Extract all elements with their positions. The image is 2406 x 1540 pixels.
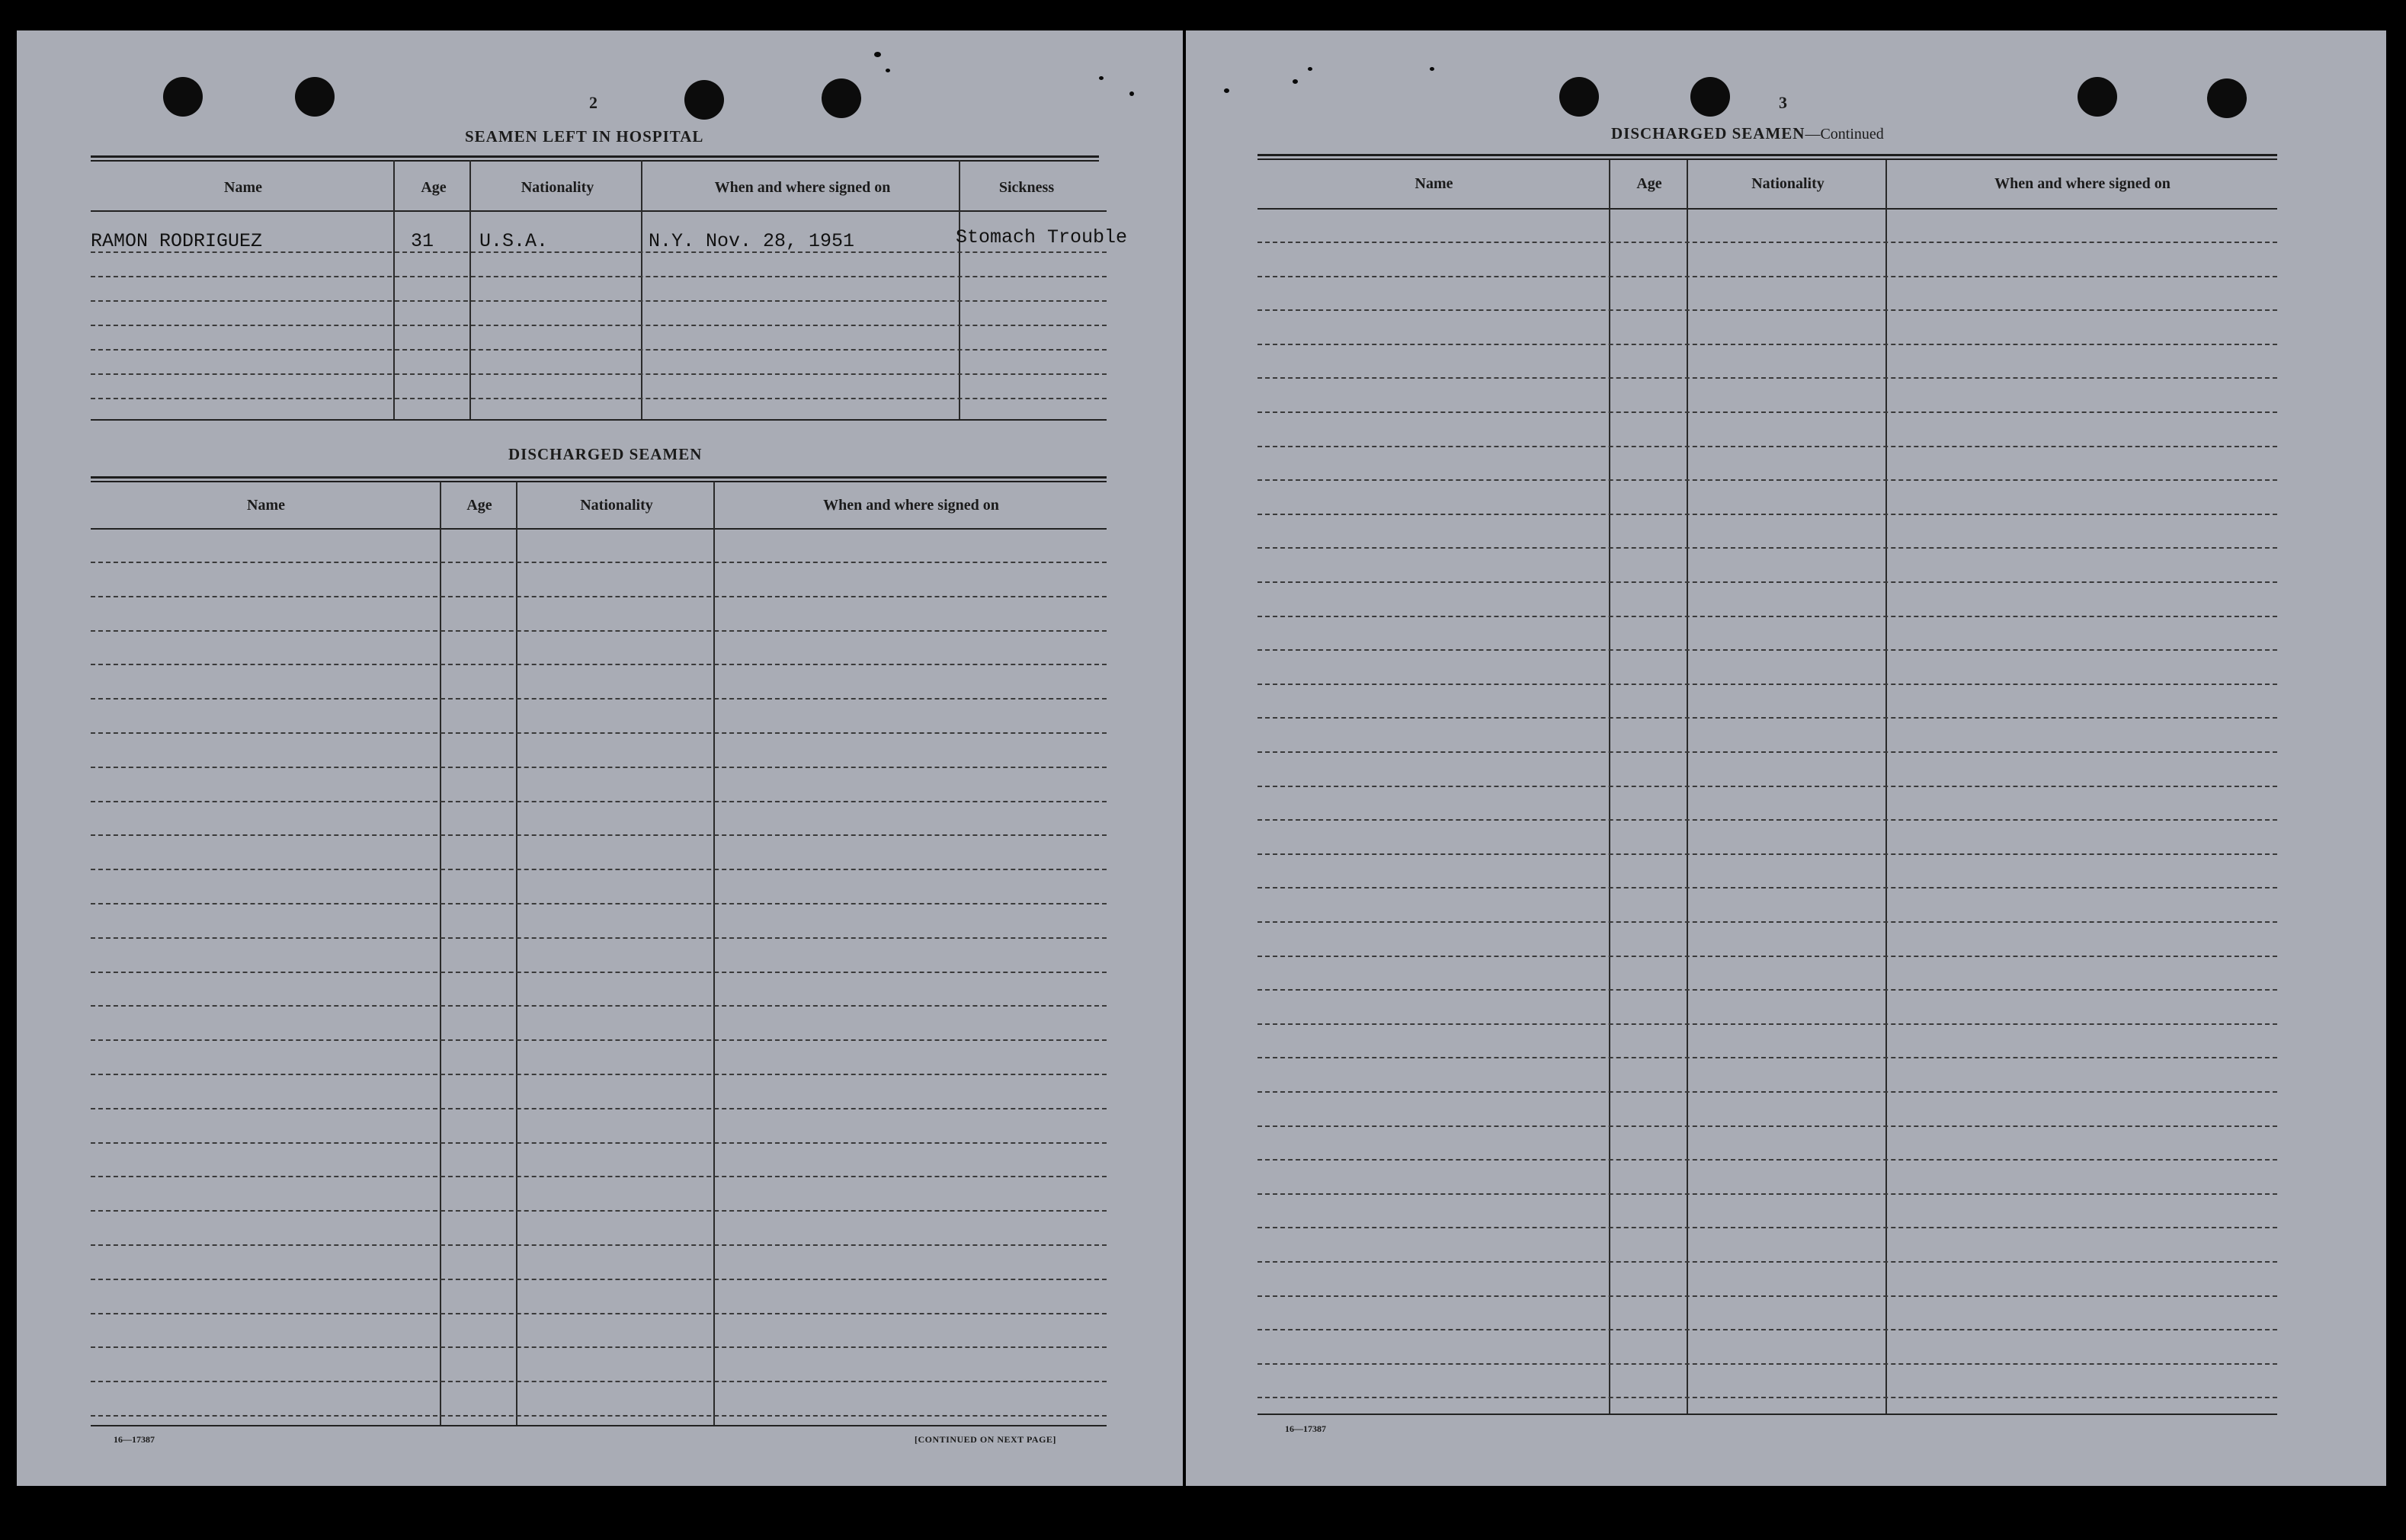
column-divider: [713, 482, 715, 1425]
row-line: [91, 698, 1107, 700]
row-line: [91, 1142, 1107, 1144]
page-number: 3: [1779, 93, 1787, 112]
column-divider: [393, 160, 395, 421]
row-line: [1257, 786, 2277, 787]
row-line: [91, 903, 1107, 904]
left-page: [17, 30, 1183, 1486]
header-underline: [91, 210, 1107, 212]
row-line: [1257, 1329, 2277, 1330]
row-line: [1257, 751, 2277, 753]
row-line: [91, 1381, 1107, 1382]
row-line: [1257, 479, 2277, 481]
column-divider: [469, 160, 471, 421]
row-line: [1257, 956, 2277, 957]
row-line: [91, 1415, 1107, 1417]
binder-hole: [295, 77, 335, 117]
column-header-signed-on: When and where signed on: [1994, 175, 2171, 192]
row-line: [1257, 547, 2277, 549]
row-line: [1257, 819, 2277, 821]
ink-speck: [1099, 76, 1104, 80]
row-line: [1257, 921, 2277, 923]
row-line: [91, 834, 1107, 836]
header-underline: [91, 528, 1107, 530]
row-line: [91, 349, 1107, 351]
binder-hole: [1559, 77, 1599, 117]
double-rule: [1257, 154, 2277, 160]
row-line: [91, 1039, 1107, 1041]
row-line: [1257, 581, 2277, 583]
double-rule: [91, 476, 1107, 482]
row-line: [91, 562, 1107, 563]
hospital-row-sickness: Stomach Trouble: [956, 226, 1128, 248]
row-line: [91, 972, 1107, 973]
row-line: [1257, 684, 2277, 685]
ink-speck: [874, 52, 881, 57]
row-line: [91, 300, 1107, 302]
row-line: [91, 732, 1107, 734]
row-line: [1257, 276, 2277, 277]
row-line: [1257, 242, 2277, 243]
row-line: [1257, 377, 2277, 379]
double-rule: [91, 155, 1099, 162]
binder-hole: [2078, 77, 2117, 117]
ink-speck: [886, 69, 890, 72]
row-line: [1257, 1125, 2277, 1127]
column-header-nationality: Nationality: [1751, 175, 1825, 192]
continued-note: [CONTINUED ON NEXT PAGE]: [915, 1434, 1056, 1445]
binder-hole: [1690, 77, 1730, 117]
column-divider: [516, 482, 517, 1425]
section-bottom-line: [91, 419, 1107, 421]
row-line: [91, 251, 1107, 253]
row-line: [1257, 649, 2277, 651]
row-line: [1257, 344, 2277, 345]
row-line: [1257, 1397, 2277, 1398]
hospital-row-nationality: U.S.A.: [479, 230, 549, 252]
ink-speck: [1224, 88, 1229, 93]
form-number: 16—17387: [1285, 1423, 1326, 1434]
hospital-row-name: RAMON RODRIGUEZ: [91, 230, 263, 252]
row-line: [1257, 411, 2277, 413]
column-header-age: Age: [1636, 175, 1662, 192]
row-line: [1257, 1363, 2277, 1365]
row-line: [91, 1346, 1107, 1348]
ink-speck: [1430, 67, 1434, 71]
row-line: [91, 937, 1107, 939]
binder-hole: [684, 80, 724, 120]
binder-hole: [822, 78, 861, 118]
row-line: [1257, 717, 2277, 719]
row-line: [1257, 514, 2277, 515]
column-divider: [440, 482, 441, 1425]
row-line: [91, 1074, 1107, 1075]
row-line: [91, 1244, 1107, 1246]
right-page: [1186, 30, 2386, 1486]
row-line: [1257, 1057, 2277, 1058]
column-header-age: Age: [466, 497, 492, 514]
binder-hole: [163, 77, 203, 117]
hospital-section-title: SEAMEN LEFT IN HOSPITAL: [465, 127, 704, 146]
row-line: [1257, 1023, 2277, 1025]
row-line: [91, 1176, 1107, 1177]
ink-speck: [1129, 91, 1134, 96]
column-header-name: Name: [224, 179, 262, 196]
ink-speck: [1293, 79, 1298, 84]
binder-hole: [2207, 78, 2247, 118]
column-header-sickness: Sickness: [998, 179, 1055, 196]
row-line: [91, 767, 1107, 768]
title-suffix: —Continued: [1805, 126, 1884, 142]
row-line: [1257, 1227, 2277, 1228]
section-bottom-line: [1257, 1414, 2277, 1415]
row-line: [1257, 446, 2277, 447]
column-header-age: Age: [421, 179, 447, 196]
row-line: [91, 664, 1107, 665]
row-line: [1257, 1261, 2277, 1263]
row-line: [1257, 616, 2277, 617]
row-line: [91, 1313, 1107, 1314]
column-header-signed-on: When and where signed on: [823, 497, 999, 514]
column-header-nationality: Nationality: [521, 179, 594, 196]
discharged-section-title: DISCHARGED SEAMEN: [508, 445, 703, 463]
row-line: [91, 373, 1107, 375]
column-divider: [959, 160, 960, 421]
row-line: [91, 276, 1107, 277]
row-line: [91, 1108, 1107, 1109]
column-divider: [641, 160, 642, 421]
column-header-name: Name: [1414, 175, 1453, 192]
row-line: [91, 1210, 1107, 1212]
row-line: [1257, 1295, 2277, 1297]
row-line: [1257, 1091, 2277, 1093]
row-line: [1257, 853, 2277, 855]
row-line: [91, 325, 1107, 326]
form-number: 16—17387: [114, 1434, 155, 1445]
row-line: [91, 1005, 1107, 1007]
header-underline: [1257, 208, 2277, 210]
hospital-row-age: 31: [411, 230, 434, 252]
title-main: DISCHARGED SEAMEN: [1611, 124, 1805, 142]
section-bottom-line: [91, 1425, 1107, 1426]
column-header-nationality: Nationality: [580, 497, 653, 514]
page-number: 2: [589, 93, 597, 112]
row-line: [91, 869, 1107, 870]
hospital-row-signed-on: N.Y. Nov. 28, 1951: [649, 230, 855, 252]
ink-speck: [1308, 67, 1312, 71]
row-line: [91, 1279, 1107, 1280]
row-line: [1257, 1159, 2277, 1161]
row-line: [1257, 309, 2277, 311]
discharged-continued-title: [1611, 124, 1884, 143]
row-line: [91, 596, 1107, 597]
row-line: [91, 630, 1107, 632]
column-header-name: Name: [247, 497, 285, 514]
row-line: [91, 398, 1107, 399]
row-line: [1257, 887, 2277, 888]
row-line: [1257, 989, 2277, 991]
row-line: [1257, 1193, 2277, 1195]
row-line: [91, 801, 1107, 802]
column-header-signed-on: When and where signed on: [714, 179, 891, 196]
